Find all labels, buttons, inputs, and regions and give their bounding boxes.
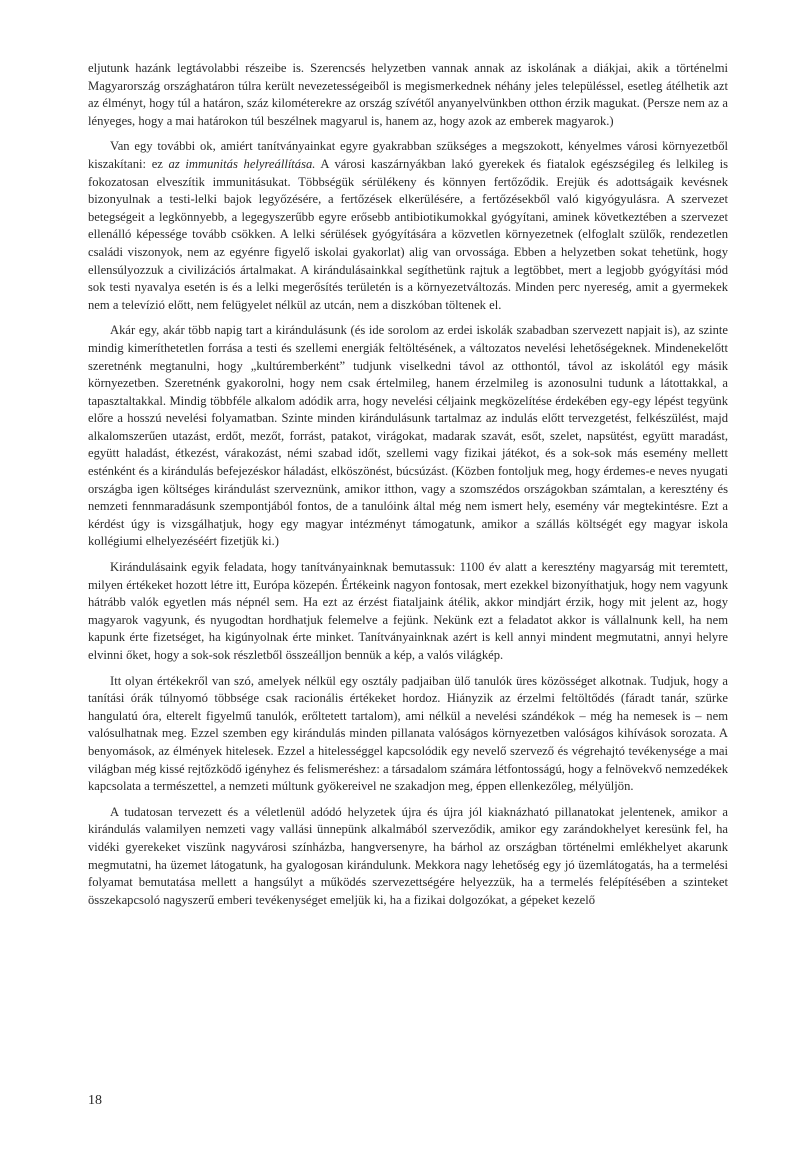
paragraph-2-after: A városi kaszárnyákban lakó gyerekek és fiatalok egészségileg és lelkileg is fokozatosan elveszítik immunitásukat. Többségük sérülékeny és könnyen fertőződik. Erejük és adottságaik kevésnek bizonyulnak a testi-lelki bajok legyőzésére, a fertőzések elkerülésére, a fertőzésekből való kigyógyulásra. A szervezet betegségeit a legkönnyebb, a legegyszerűbb egyre erősebb antibiotikumokkal gyógyítani, aminek következtében a szervezet ellenálló képessége tovább csökken. A lelki sérülések gyógyítására a közvetlen környezetnek (elfoglalt szülők, rendezetlen családi viszonyok, nem az egyénre figyelő iskolai gyakorlat) alig van orvossága. Ebben a helyzetben sokat tehetünk, hogy ellensúlyozzuk a civilizációs ártalmakat. A kirándulásainkkal segíthetünk rajtuk a legtöbbet, mert a legjobb gyógyítási mód sok testi nyavalya esetén is és a lelki megerősítés területén is a környezetváltozás. Minden perc nyereség, amit a gyermekek nem a televízió előtt, nem felügyelet nélkül az utcán, nem a diszkóban töltenek el.	[88, 156, 728, 312]
paragraph-2-emphasis: az immunitás helyreállítása.	[168, 156, 316, 171]
page-number: 18	[88, 1093, 102, 1108]
paragraph-5: Itt olyan értékekről van szó, amelyek nélkül egy osztály padjaiban ülő tanulók üres közösséget alkotnak. Tudjuk, hogy a tanítási órák túlnyomó többsége csak racionális értékeket hordoz. Hiányzik az érzelmi feltöltődés (fáradt tanár, szürke hangulatú óra, elterelt figyelmű tanulók, erőltetett tartalom), ami nélkül a nevelési szándékok – még ha nemesek is – nem valósulhatnak meg. Ezzel szemben egy kirándulás minden pillanata valóságos környezetben valóságos kihívások sorozata. A benyomások, az élmények hitelesek. Ezzel a hitelességgel kapcsolódik egy nevelő szervező és végrehajtó tevékenysége a mai világban még kissé rejtőzködő igényhez és felismeréshez: a társadalom számára létfontosságú, hogy a felnövekvő nemzedékek kapcsolata a természettel, a nemzeti múltunk gyökereivel ne szakadjon meg, éppen ellenkezőleg, mélyüljön.	[88, 673, 728, 794]
paragraph-1: eljutunk hazánk legtávolabbi részeibe is. Szerencsés helyzetben vannak annak az iskolának a diákjai, akik a történelmi Magyarország országhatáron túlra került nevezetességeiből is megismerkednek néhány jeles településsel, esetleg átélhetik azt az élményt, hogy túl a határon, száz kilométerekre az ország szívétől anyanyelvünkben otthon érzik magukat. (Persze nem az a lényeges, hogy a mai határokon túl beszélnek magyarul is, hanem az, hogy azok az emberek magyarok.)	[88, 61, 728, 128]
paragraph-4: Kirándulásaink egyik feladata, hogy tanítványainknak bemutassuk: 1100 év alatt a keresztény magyarság mit teremtett, milyen értékeket hozott létre itt, Európa közepén. Értékeink nagyon fontosak, mert ezekkel bizonyíthatjuk, hogy nem vagyunk hátrább valók egyetlen más népnél sem. Ha ezt az érzést fiataljaink átélik, akkor mindjárt érzik, hogy mit jelent az, hogy magyarok vagyunk, és nyugodtan hordhatjuk felemelve a fejünk. Nekünk ezt a feladatot akkor is vállalnunk kell, ha nem kapunk érte fizetséget, ha kigúnyolnak érte minket. Tanítványainknak azért is kell annyi mindent megmutatni, annyi helyre elvinni őket, hogy a sok-sok részletből összeálljon bennük a kép, a valós világkép.	[88, 560, 728, 662]
paragraph-6: A tudatosan tervezett és a véletlenül adódó helyzetek újra és újra jól kiaknázható pillanatokat jelentenek, amikor a kirándulás valamilyen nemzeti vagy vallási ünnepünk alkalmából szerveződik, amikor egy zarándokhelyet keresünk fel, ha vidéki gyerekeket viszünk nagyvárosi színházba, hangversenyre, ha bárhol az országban történelmi emlékhelyet akarunk megmutatni, ha üzemet látogatunk, ha gyalogosan kirándulunk. Mekkora nagy lehetőség egy jó üzemlátogatás, ha a termelési folyamat bemutatása mellett a hangsúlyt a működés szervezettségére helyezzük, ha a termelés felépítésében a szinteket összekapcsoló nagyszerű emberi tevékenységet emeljük ki, ha a fizikai dolgozókat, a gépeket kezelő	[88, 804, 728, 907]
paragraph-2-before: Van egy további ok, amiért tanítványainkat egyre gyakrabban szükséges a megszokott, kényelmes városi környezetből kiszakítani: ez	[88, 139, 728, 171]
page-body-text	[88, 60, 728, 917]
paragraph-2	[88, 138, 728, 314]
paragraph-3: Akár egy, akár több napig tart a kirándulásunk (és ide sorolom az erdei iskolák szabadban szervezett napjait is), az szinte mindig kimeríthetetlen forrása a testi és szellemi energiák feltöltésének, a változatos nevelési lehetőségeknek. Mindenekelőtt szeretnénk megtanulni, hogy „kultúremberként” tudjunk viselkedni távol az otthontól, távol az iskolától egy másik környezetben. Szeretnénk gyakorolni, hogy nem csak értelmileg, hanem érzelmileg is azonosulni tudunk a látottakkal, a tapasztaltakkal. Mindig többféle alkalom adódik arra, hogy nevelési céljaink megközelítése érdekében egy-egy lépést tegyünk előre a hosszú nevelési folyamatban. Szinte minden kirándulásunk tartalmaz az indulás előtt tervezgetést, felkészülést, majd alkalomszerűen utazást, erdőt, mezőt, forrást, patakot, virágokat, madarak szavát, esőt, szelet, napsütést, együtt maradást, együtt haladást, étkezést, várakozást, némi szabad időt, szellemi vagy fizikai játékot, és a sok-sok más esemény mellett esténként és a kirándulás befejezéskor háladást, elköszönést, búcsúzást. (Közben fontoljuk meg, hogy érdemes-e neves nyugati országba igen költséges kirándulást szerveznünk, amikor itthon, vagy a szomszédos országokban számtalan, a keresztény és nemzeti fennmaradásunk szempontjából fontos, de a tanulóink által még nem ismert hely, esemény vár megtekintésre. Ezt a kérdést úgy is vizsgálhatjuk, hogy egy magyar intézményt támogatunk, amikor a szállás költségét egy magyar iskola kollégiumi elhelyezéséért fizetjük ki.)	[88, 323, 728, 549]
